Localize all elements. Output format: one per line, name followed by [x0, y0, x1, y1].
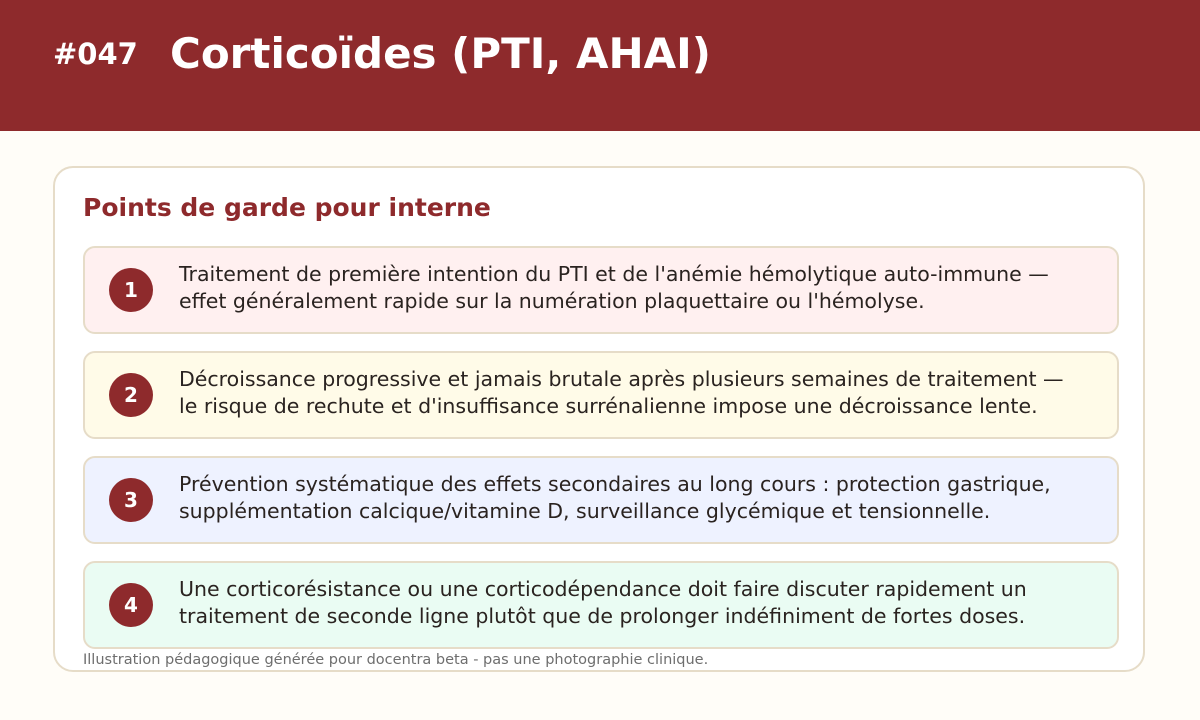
point-number-badge: 4: [109, 583, 153, 627]
point-item-1: [83, 246, 1119, 334]
point-number-badge: 3: [109, 478, 153, 522]
point-number-badge: 1: [109, 268, 153, 312]
header-banner: [0, 0, 1200, 131]
point-item-3: [83, 456, 1119, 544]
point-item-2: [83, 351, 1119, 439]
info-card: [53, 166, 1145, 672]
disclaimer-footer: Illustration pédagogique générée pour docentra beta - pas une photographie clinique.: [83, 652, 709, 668]
point-number-badge: 2: [109, 373, 153, 417]
page-title: Corticoïdes (PTI, AHAI): [170, 29, 711, 78]
point-text: Prévention systématique des effets secondaires au long cours : protection gastrique, supplémentation calcique/vitamine D, surveillance glycémique et tensionnelle.: [179, 472, 1051, 523]
point-text: Une corticorésistance ou une corticodépendance doit faire discuter rapidement un traitement de seconde ligne plutôt que de prolonger indéfiniment de fortes doses.: [179, 577, 1027, 628]
point-text: Décroissance progressive et jamais brutale après plusieurs semaines de traitement — le risque de rechute et d'insuffisance surrénalienne impose une décroissance lente.: [179, 367, 1064, 418]
point-text: Traitement de première intention du PTI et de l'anémie hémolytique auto-immune — effet généralement rapide sur la numération plaquettaire ou l'hémolyse.: [179, 262, 1049, 313]
point-item-4: [83, 561, 1119, 649]
card-number: #047: [53, 37, 138, 71]
card-title: Points de garde pour interne: [83, 193, 491, 222]
